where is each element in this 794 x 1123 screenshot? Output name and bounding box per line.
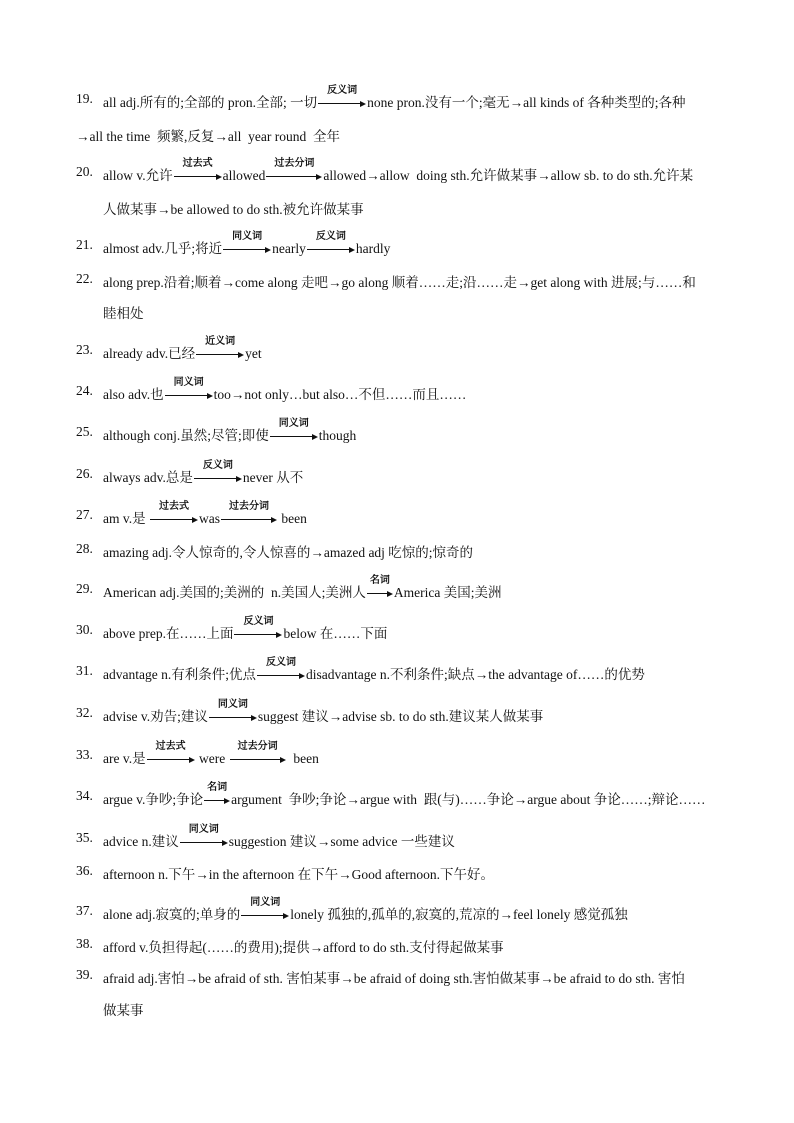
entry-text: yet — [245, 346, 262, 361]
entry-line — [103, 936, 504, 956]
entry-text: though — [318, 428, 357, 443]
entry-line — [103, 460, 304, 486]
relation-label: 同义词 — [188, 824, 219, 835]
relation-label: 过去式 — [182, 158, 213, 169]
entry-number: 30. — [76, 622, 93, 637]
entry-text: suggestion 建议→some advice 一些建议 — [228, 834, 455, 849]
relation-arrow-icon — [147, 741, 195, 763]
entry-number: 36. — [76, 863, 93, 878]
entry-number: 19. — [76, 91, 93, 106]
entry-line — [103, 501, 307, 527]
relation-arrow-icon — [257, 657, 305, 679]
entry-text: too→not only…but also…不但……而且…… — [213, 387, 467, 402]
relation-label: 近义词 — [205, 336, 236, 347]
entry-number: 26. — [76, 466, 93, 481]
entry-text: amazing adj.令人惊奇的,令人惊喜的→amazed adj 吃惊的;惊奇的 — [103, 545, 474, 560]
entry-text: allowed→allow doing sth.允许做某事→allow sb. to do sth.允许某 — [323, 168, 694, 183]
entry-number: 31. — [76, 663, 93, 678]
entry-line — [103, 541, 473, 561]
entry-number: 25. — [76, 424, 93, 439]
relation-label: 过去式 — [155, 741, 186, 752]
entry-text: alone adj.寂寞的;单身的 — [103, 907, 241, 922]
entry-text: allow v.允许 — [103, 168, 173, 183]
entry-text: 睦相处 — [103, 306, 144, 321]
relation-arrow-icon — [223, 231, 271, 253]
entry-34 — [76, 782, 726, 808]
relation-arrow-icon — [318, 85, 366, 107]
entry-36 — [76, 863, 726, 883]
entry-20 — [76, 158, 726, 217]
relation-label: 反义词 — [265, 657, 296, 668]
relation-label: 同义词 — [173, 377, 204, 388]
relation-label: 反义词 — [315, 231, 346, 242]
entry-line — [103, 782, 706, 808]
entry-line — [103, 575, 502, 601]
entry-number: 35. — [76, 830, 93, 845]
relation-label: 反义词 — [202, 460, 233, 471]
relation-arrow-icon — [307, 231, 355, 253]
entry-text: hardly — [355, 241, 391, 256]
entry-number: 39. — [76, 967, 93, 982]
entry-text: afternoon n.下午→in the afternoon 在下午→Good afternoon.下午好。 — [103, 867, 495, 882]
relation-arrow-icon — [194, 460, 242, 482]
entry-text: also adv.也 — [103, 387, 164, 402]
entry-text: already adv.已经 — [103, 346, 196, 361]
entry-text: am v.是 — [103, 511, 149, 526]
entry-text: along prep.沿着;顺着→come along 走吧→go along 顺着……走;沿……走→get along with 进展;与……和 — [103, 275, 696, 290]
entry-number: 38. — [76, 936, 93, 951]
entry-19 — [76, 85, 726, 144]
relation-arrow-icon — [230, 741, 286, 763]
entry-line — [103, 863, 494, 883]
relation-arrow-icon — [196, 336, 244, 358]
entry-text: been — [286, 751, 319, 766]
entry-line — [103, 418, 357, 444]
relation-label: 同义词 — [250, 897, 281, 908]
entry-line — [103, 85, 686, 111]
entry-text: was — [199, 511, 220, 526]
entry-text: all adj.所有的;全部的 pron.全部; 一切 — [103, 95, 318, 110]
entry-text: always adv.总是 — [103, 470, 193, 485]
entry-text: below 在……下面 — [283, 626, 388, 641]
relation-arrow-icon — [209, 699, 257, 721]
entry-number: 33. — [76, 747, 93, 762]
entry-number: 28. — [76, 541, 93, 556]
entry-text: →all the time 频繁,反复→all year round 全年 — [76, 129, 340, 144]
relation-arrow-icon — [234, 616, 282, 638]
entry-text: above prep.在……上面 — [103, 626, 234, 641]
entry-text: afraid adj.害怕→be afraid of sth. 害怕某事→be afraid of doing sth.害怕做某事→be afraid to do sth. 害怕 — [103, 971, 685, 986]
entry-text: 人做某事→be allowed to do sth.被允许做某事 — [103, 202, 364, 217]
entry-number: 22. — [76, 271, 93, 286]
entry-line — [103, 231, 391, 257]
entry-text: argument 争吵;争论→argue with 跟(与)……争论→argue about 争论……;辩论…… — [231, 792, 706, 807]
entry-number: 20. — [76, 164, 93, 179]
entry-text: argue v.争吵;争论 — [103, 792, 204, 807]
entry-line-continued — [103, 302, 144, 322]
relation-label: 同义词 — [217, 699, 248, 710]
entry-line — [103, 271, 696, 291]
relation-label: 反义词 — [243, 616, 274, 627]
relation-label: 名词 — [369, 575, 390, 586]
relation-label: 同义词 — [232, 231, 263, 242]
relation-label: 过去分词 — [274, 158, 315, 169]
entry-35 — [76, 824, 726, 850]
entry-27 — [76, 501, 726, 527]
relation-arrow-icon — [165, 377, 213, 399]
relation-label: 过去式 — [159, 501, 189, 512]
relation-arrow-icon — [180, 824, 228, 846]
relation-arrow-icon — [221, 501, 277, 523]
entry-line — [103, 616, 388, 642]
entry-number: 37. — [76, 903, 93, 918]
entry-text: advantage n.有利条件;优点 — [103, 667, 256, 682]
entry-line — [103, 741, 319, 767]
entry-text: none pron.没有一个;毫无→all kinds of 各种类型的;各种 — [367, 95, 686, 110]
entry-text: allowed — [222, 168, 266, 183]
relation-label: 同义词 — [278, 418, 309, 429]
entry-line — [103, 336, 262, 362]
entry-24 — [76, 377, 726, 403]
relation-arrow-icon — [204, 782, 230, 804]
relation-arrow-icon — [266, 158, 322, 180]
entry-25 — [76, 418, 726, 444]
entry-number: 34. — [76, 788, 93, 803]
entry-28 — [76, 541, 726, 561]
entry-29 — [76, 575, 726, 601]
entry-text: 做某事 — [103, 1003, 144, 1018]
entry-line — [103, 967, 685, 987]
entry-text: lonely 孤独的,孤单的,寂寞的,荒凉的→feel lonely 感觉孤独 — [290, 907, 628, 922]
entry-line — [103, 699, 544, 725]
entry-number: 29. — [76, 581, 93, 596]
entry-text: American adj.美国的;美洲的 n.美国人;美洲人 — [103, 585, 366, 600]
entry-text: America 美国;美洲 — [393, 585, 502, 600]
entry-37 — [76, 897, 726, 923]
entry-text: although conj.虽然;尽管;即使 — [103, 428, 269, 443]
entry-number: 24. — [76, 383, 93, 398]
relation-arrow-icon — [367, 575, 393, 597]
entry-line-continued — [103, 198, 364, 218]
entry-text: been — [278, 511, 307, 526]
relation-label: 过去分词 — [229, 501, 269, 512]
entry-number: 27. — [76, 507, 93, 522]
entry-32 — [76, 699, 726, 725]
relation-arrow-icon — [174, 158, 222, 180]
entry-23 — [76, 336, 726, 362]
entry-line — [103, 158, 694, 184]
entry-number: 21. — [76, 237, 93, 252]
entry-number: 32. — [76, 705, 93, 720]
relation-arrow-icon — [270, 418, 318, 440]
entry-text: nearly — [272, 241, 306, 256]
entry-line-continued — [103, 999, 144, 1019]
entry-line — [103, 824, 455, 850]
entry-26 — [76, 460, 726, 486]
entry-text: almost adv.几乎;将近 — [103, 241, 223, 256]
entry-38 — [76, 936, 726, 956]
relation-label: 名词 — [207, 782, 228, 793]
entry-text: advise v.劝告;建议 — [103, 709, 208, 724]
entry-text: were — [195, 751, 229, 766]
entry-30 — [76, 616, 726, 642]
entry-line — [103, 897, 628, 923]
entry-text: advice n.建议 — [103, 834, 179, 849]
relation-label: 反义词 — [327, 85, 358, 96]
entry-line — [103, 657, 645, 683]
entry-text: suggest 建议→advise sb. to do sth.建议某人做某事 — [257, 709, 544, 724]
entry-text: are v.是 — [103, 751, 146, 766]
relation-arrow-icon — [241, 897, 289, 919]
relation-label: 过去分词 — [237, 741, 278, 752]
entry-39 — [76, 967, 726, 1019]
entry-22 — [76, 271, 726, 323]
entry-text: afford v.负担得起(……的费用);提供→afford to do sth.支付得起做某事 — [103, 940, 504, 955]
entry-21 — [76, 231, 726, 257]
entry-number: 23. — [76, 342, 93, 357]
entry-33 — [76, 741, 726, 767]
entry-line — [103, 377, 467, 403]
entry-line-continued — [76, 125, 340, 145]
entry-text: never 从不 — [242, 470, 304, 485]
entry-text: disadvantage n.不利条件;缺点→the advantage of……的优势 — [305, 667, 645, 682]
entry-31 — [76, 657, 726, 683]
relation-arrow-icon — [150, 501, 198, 523]
